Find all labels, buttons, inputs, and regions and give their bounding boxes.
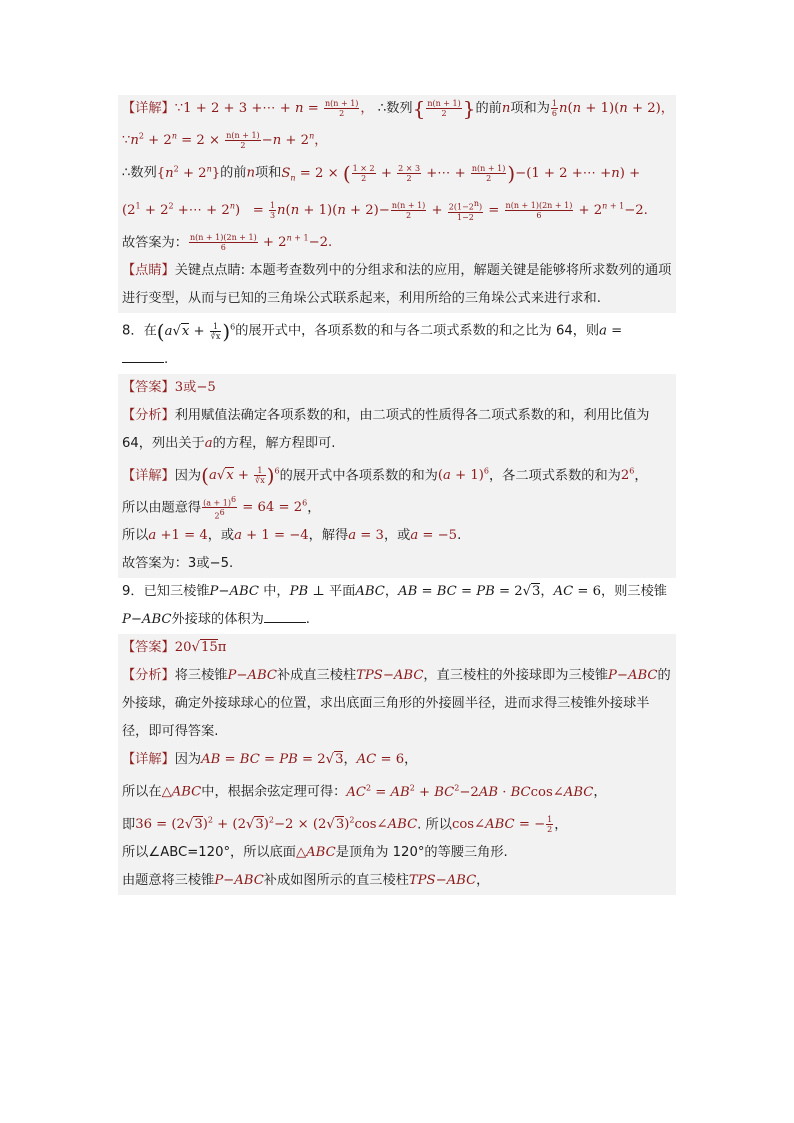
solution-line: ($2^1 + 2^2$ +⋯ + $2^n$) = $\frac{1}{3}$ n(n + 1)(n + 2)− $\frac{n(n + 1)}{2}$ + $\frac{2(1-2^n)}{1-2}$ = $\frac{n(n + 1)(2n + 1)}{6}$ + $2^{n + 1}-2$. bbox=[122, 198, 648, 222]
question-line: P−ABC外接球的体积为 . bbox=[118, 606, 676, 634]
question-line: 9．已知三棱锥P−ABC 中，PB ⊥ 平面ABC，AB = BC = PB = 2√3，AC = 6，则三棱锥 bbox=[122, 584, 667, 600]
answer-blank bbox=[122, 348, 164, 363]
solution-block-8 bbox=[118, 374, 676, 579]
solution-block-7 bbox=[118, 95, 676, 313]
solution-line: 故答案为：3或−5. bbox=[122, 556, 234, 572]
solution-line: 【详解】∵1 + 2 + 3 +⋯ + n = $\frac{n(n + 1)}{2}$ ， ∴数列{ $\frac{n(n + 1)}{2}$ }的前n项和为 $\frac{1}{6}$ n(n + 1)(n + 2)， bbox=[122, 96, 674, 121]
solution-line: 由题意将三棱锥P−ABC补成如图所示的直三棱柱TPS−ABC， bbox=[122, 873, 490, 889]
detail-tag: 【详解】 bbox=[122, 467, 175, 483]
answer-line: 【答案】20√15π bbox=[122, 640, 227, 656]
question-line: 8．在(a√x + $\frac{1}{∛x}$ )$^6$的展开式中，各项系数的和与各二项式系数的和之比为 64，则a = bbox=[122, 319, 623, 344]
solution-line: $\because n^2 + 2^n = 2$ × $\frac{n(n + 1)}{2}$ $-n + 2^n$， bbox=[122, 131, 328, 151]
solution-line: 【详解】因为(a√x + $\frac{1}{∛x}$ )$^6$的展开式中各项系数的和为$(a + 1)^6$，各二项式系数的和为$2^6$， bbox=[122, 463, 648, 488]
solution-line: 所以∠ABC=120°，所以底面△ABC是顶角为 120°的等腰三角形. bbox=[122, 845, 508, 861]
question-8 bbox=[118, 313, 676, 373]
answer-line bbox=[122, 374, 672, 402]
answer-blank bbox=[264, 608, 306, 623]
solution-line: 所以a +1 = 4，或a + 1 = −4，解得a = 3，或a = −5. bbox=[122, 528, 462, 544]
solution-line: ∴数列$\{n^2 + 2^n\}$的前n项和$S_n = 2$ × ( $\frac{1 \times 2}{2}$ + $\frac{2 \times 3}{2}$ +⋯ + $\frac{n(n + 1)}{2}$ )−(1 + 2 +⋯ +n) + bbox=[122, 161, 641, 186]
question-line: . bbox=[118, 346, 676, 374]
solution-line: 故答案为： $\frac{n(n + 1)(2n + 1)}{6}$ + $2^{n + 1}-2$. bbox=[122, 233, 333, 253]
detail-tag: 【详解】 bbox=[122, 101, 175, 116]
analysis-tag: 【分析】 bbox=[122, 407, 175, 423]
solution-line: 【详解】因为AB = BC = PB = 2√3，AC = 6， bbox=[122, 752, 418, 768]
answer-tag: 【答案】 bbox=[122, 640, 175, 656]
solution-line: 即$36 = (2√3)^2 + (2√3)^2-2$ × $(2√3)^2\cos\angle ABC$. 所以cos∠ABC = − $\frac{1}{2}$ ， bbox=[122, 815, 568, 835]
question-9 bbox=[118, 578, 676, 634]
solution-line: 所以在△ABC中，根据余弦定理可得：$AC^2 = AB^2 + BC^2-2AB$ · BCcos∠ABC， bbox=[122, 783, 607, 800]
remark-tag: 【点睛】 bbox=[122, 263, 175, 279]
analysis-paragraph: 【分析】将三棱锥P−ABC补成直三棱柱TPS−ABC，直三棱柱的外接球即为三棱锥P−ABC的外接球，确定外接球球心的位置，求出底面三角形的外接圆半径，进而求得三棱锥外接球半径，即可得答案. bbox=[122, 668, 671, 740]
page-content bbox=[118, 95, 676, 895]
answer-value: 3或−5 bbox=[174, 379, 216, 395]
detail-tag: 【详解】 bbox=[122, 752, 175, 768]
answer-tag: 【答案】 bbox=[122, 379, 175, 395]
analysis-paragraph: 【分析】利用赋值法确定各项系数的和，由二项式的性质得各二项式系数的和，利用比值为 64，列出关于a的方程，解方程即可. bbox=[122, 407, 650, 451]
solution-line: 所以由题意得 $\frac{(a + 1)^6}{2^6}$ = $64 = 2^6$， bbox=[122, 494, 321, 522]
solution-block-9 bbox=[118, 634, 676, 895]
analysis-tag: 【分析】 bbox=[122, 668, 175, 684]
remark-paragraph: 【点睛】关键点点睛: 本题考查数列中的分组求和法的应用，解题关键是能够将所求数列的通项进行变型，从而与已知的三角垛公式联系起来，利用所给的三角垛公式来进行求和. bbox=[122, 263, 672, 307]
